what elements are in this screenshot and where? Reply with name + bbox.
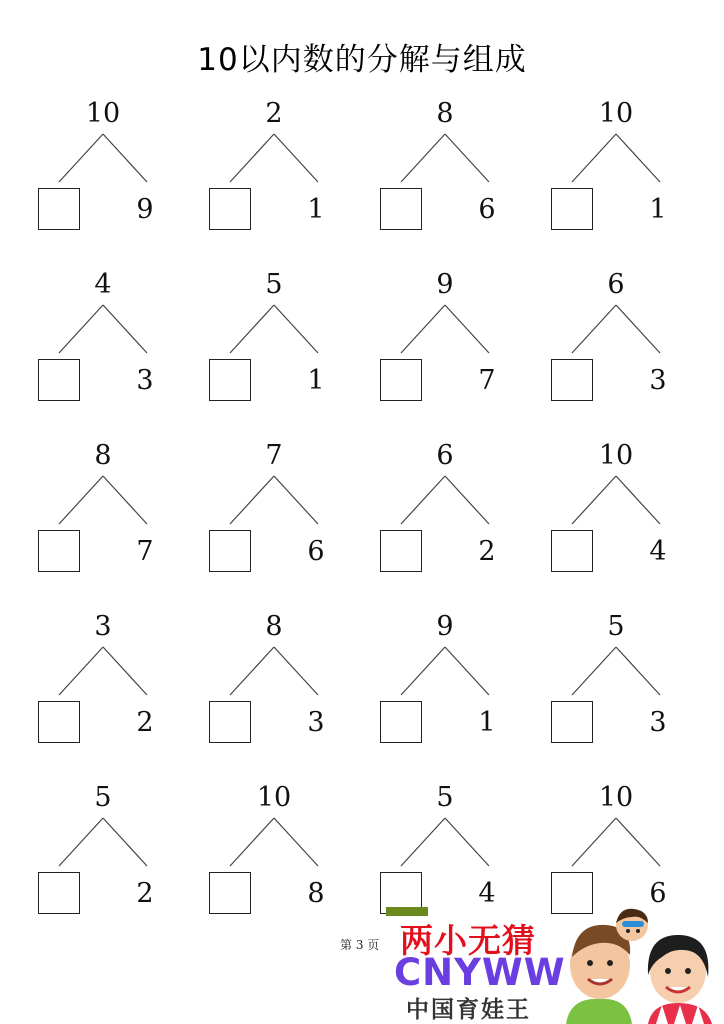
answer-box[interactable] xyxy=(380,188,422,230)
page-title: 10以内数的分解与组成 xyxy=(197,42,527,78)
bond-known-part: 2 xyxy=(136,878,154,909)
bond-branch-lines xyxy=(380,440,510,540)
number-bond xyxy=(38,782,168,922)
left-branch-line xyxy=(572,647,616,695)
bond-branch-lines xyxy=(38,440,168,540)
left-branch-line xyxy=(572,305,616,353)
bond-branch-lines xyxy=(380,269,510,369)
bond-total: 2 xyxy=(265,98,283,129)
left-branch-line xyxy=(230,476,274,524)
answer-box[interactable] xyxy=(209,188,251,230)
right-branch-line xyxy=(445,818,489,866)
left-branch-line xyxy=(230,818,274,866)
right-branch-line xyxy=(445,647,489,695)
bond-total: 8 xyxy=(94,440,112,471)
page-number: 第 3 页 xyxy=(340,938,380,952)
bond-total: 5 xyxy=(94,782,112,813)
right-branch-line xyxy=(616,476,660,524)
number-bond xyxy=(209,98,339,238)
right-branch-line xyxy=(103,476,147,524)
bond-branch-lines xyxy=(209,98,339,198)
right-branch-line xyxy=(274,134,318,182)
bond-total: 7 xyxy=(265,440,283,471)
bond-known-part: 7 xyxy=(136,536,154,567)
left-branch-line xyxy=(230,647,274,695)
right-branch-line xyxy=(616,647,660,695)
number-bond xyxy=(38,269,168,409)
answer-box[interactable] xyxy=(380,530,422,572)
bond-known-part: 2 xyxy=(478,536,496,567)
left-branch-line xyxy=(572,818,616,866)
bond-branch-lines xyxy=(209,782,339,882)
bond-branch-lines xyxy=(38,611,168,711)
bond-known-part: 1 xyxy=(478,707,496,738)
bond-total: 8 xyxy=(265,611,283,642)
bond-total: 10 xyxy=(85,98,121,129)
answer-box[interactable] xyxy=(209,872,251,914)
answer-box[interactable] xyxy=(380,359,422,401)
answer-box[interactable] xyxy=(38,701,80,743)
left-branch-line xyxy=(230,134,274,182)
watermark-logo xyxy=(386,905,724,1024)
answer-box[interactable] xyxy=(38,872,80,914)
bond-known-part: 8 xyxy=(307,878,325,909)
bond-branch-lines xyxy=(551,269,681,369)
bond-total: 10 xyxy=(256,782,292,813)
bond-total: 5 xyxy=(265,269,283,300)
number-bond xyxy=(209,440,339,580)
answer-box[interactable] xyxy=(551,701,593,743)
bond-total: 5 xyxy=(436,782,454,813)
bond-total: 5 xyxy=(607,611,625,642)
number-bond xyxy=(380,98,510,238)
bond-known-part: 3 xyxy=(136,365,154,396)
bond-known-part: 6 xyxy=(478,194,496,225)
watermark-brand-en: CNYWW xyxy=(394,951,566,994)
bond-branch-lines xyxy=(38,98,168,198)
left-branch-line xyxy=(401,818,445,866)
answer-box[interactable] xyxy=(38,359,80,401)
right-branch-line xyxy=(274,647,318,695)
bond-branch-lines xyxy=(380,611,510,711)
number-bond xyxy=(38,440,168,580)
number-bond xyxy=(551,98,681,238)
bond-known-part: 3 xyxy=(307,707,325,738)
left-branch-line xyxy=(401,134,445,182)
number-bond xyxy=(551,782,681,922)
number-bond xyxy=(209,782,339,922)
bond-branch-lines xyxy=(209,269,339,369)
right-branch-line xyxy=(103,818,147,866)
bond-total: 10 xyxy=(598,782,634,813)
bond-total: 10 xyxy=(598,440,634,471)
answer-box[interactable] xyxy=(551,188,593,230)
bond-known-part: 9 xyxy=(136,194,154,225)
bond-branch-lines xyxy=(38,269,168,369)
left-branch-line xyxy=(59,476,103,524)
left-branch-line xyxy=(572,476,616,524)
bond-known-part: 7 xyxy=(478,365,496,396)
left-branch-line xyxy=(401,305,445,353)
right-branch-line xyxy=(616,305,660,353)
right-branch-line xyxy=(445,134,489,182)
bond-known-part: 1 xyxy=(307,194,325,225)
number-bond xyxy=(209,611,339,751)
left-branch-line xyxy=(59,647,103,695)
right-branch-line xyxy=(274,476,318,524)
answer-box[interactable] xyxy=(551,359,593,401)
bond-known-part: 1 xyxy=(649,194,667,225)
bond-branch-lines xyxy=(209,611,339,711)
bond-branch-lines xyxy=(380,782,510,882)
left-branch-line xyxy=(59,134,103,182)
left-branch-line xyxy=(59,818,103,866)
bond-known-part: 3 xyxy=(649,707,667,738)
bond-known-part: 2 xyxy=(136,707,154,738)
bond-total: 9 xyxy=(436,611,454,642)
number-bond xyxy=(380,782,510,922)
left-branch-line xyxy=(230,305,274,353)
bond-branch-lines xyxy=(551,782,681,882)
number-bond xyxy=(551,611,681,751)
bond-known-part: 6 xyxy=(307,536,325,567)
right-branch-line xyxy=(616,818,660,866)
right-branch-line xyxy=(103,647,147,695)
right-branch-line xyxy=(616,134,660,182)
bond-branch-lines xyxy=(209,440,339,540)
right-branch-line xyxy=(445,476,489,524)
answer-box[interactable] xyxy=(209,701,251,743)
mascot-children-icon xyxy=(566,905,724,1024)
bond-total: 8 xyxy=(436,98,454,129)
right-branch-line xyxy=(103,305,147,353)
bond-branch-lines xyxy=(38,782,168,882)
bond-total: 10 xyxy=(598,98,634,129)
number-bond xyxy=(380,611,510,751)
answer-box[interactable] xyxy=(38,188,80,230)
number-bond xyxy=(551,440,681,580)
number-bond xyxy=(38,611,168,751)
answer-box[interactable] xyxy=(209,530,251,572)
bond-branch-lines xyxy=(551,440,681,540)
bond-total: 6 xyxy=(607,269,625,300)
bond-known-part: 1 xyxy=(307,365,325,396)
number-bond xyxy=(209,269,339,409)
bond-branch-lines xyxy=(551,611,681,711)
number-bond xyxy=(38,98,168,238)
right-branch-line xyxy=(274,305,318,353)
bond-total: 3 xyxy=(94,611,112,642)
right-branch-line xyxy=(445,305,489,353)
left-branch-line xyxy=(59,305,103,353)
right-branch-line xyxy=(274,818,318,866)
bond-total: 9 xyxy=(436,269,454,300)
answer-box[interactable] xyxy=(380,701,422,743)
bond-total: 4 xyxy=(94,269,112,300)
left-branch-line xyxy=(401,476,445,524)
left-branch-line xyxy=(401,647,445,695)
answer-box[interactable] xyxy=(551,530,593,572)
bond-known-part: 6 xyxy=(649,878,667,909)
bond-known-part: 4 xyxy=(478,878,496,909)
left-branch-line xyxy=(572,134,616,182)
watermark-subtitle: 中国育娃王 xyxy=(406,997,531,1023)
bond-branch-lines xyxy=(551,98,681,198)
bond-branch-lines xyxy=(380,98,510,198)
bond-known-part: 4 xyxy=(649,536,667,567)
bond-known-part: 3 xyxy=(649,365,667,396)
watermark-brand-cn: 两小无猜 xyxy=(400,921,536,960)
number-bond xyxy=(380,440,510,580)
number-bond xyxy=(551,269,681,409)
bond-total: 6 xyxy=(436,440,454,471)
answer-box[interactable] xyxy=(209,359,251,401)
number-bond xyxy=(380,269,510,409)
right-branch-line xyxy=(103,134,147,182)
answer-box[interactable] xyxy=(38,530,80,572)
